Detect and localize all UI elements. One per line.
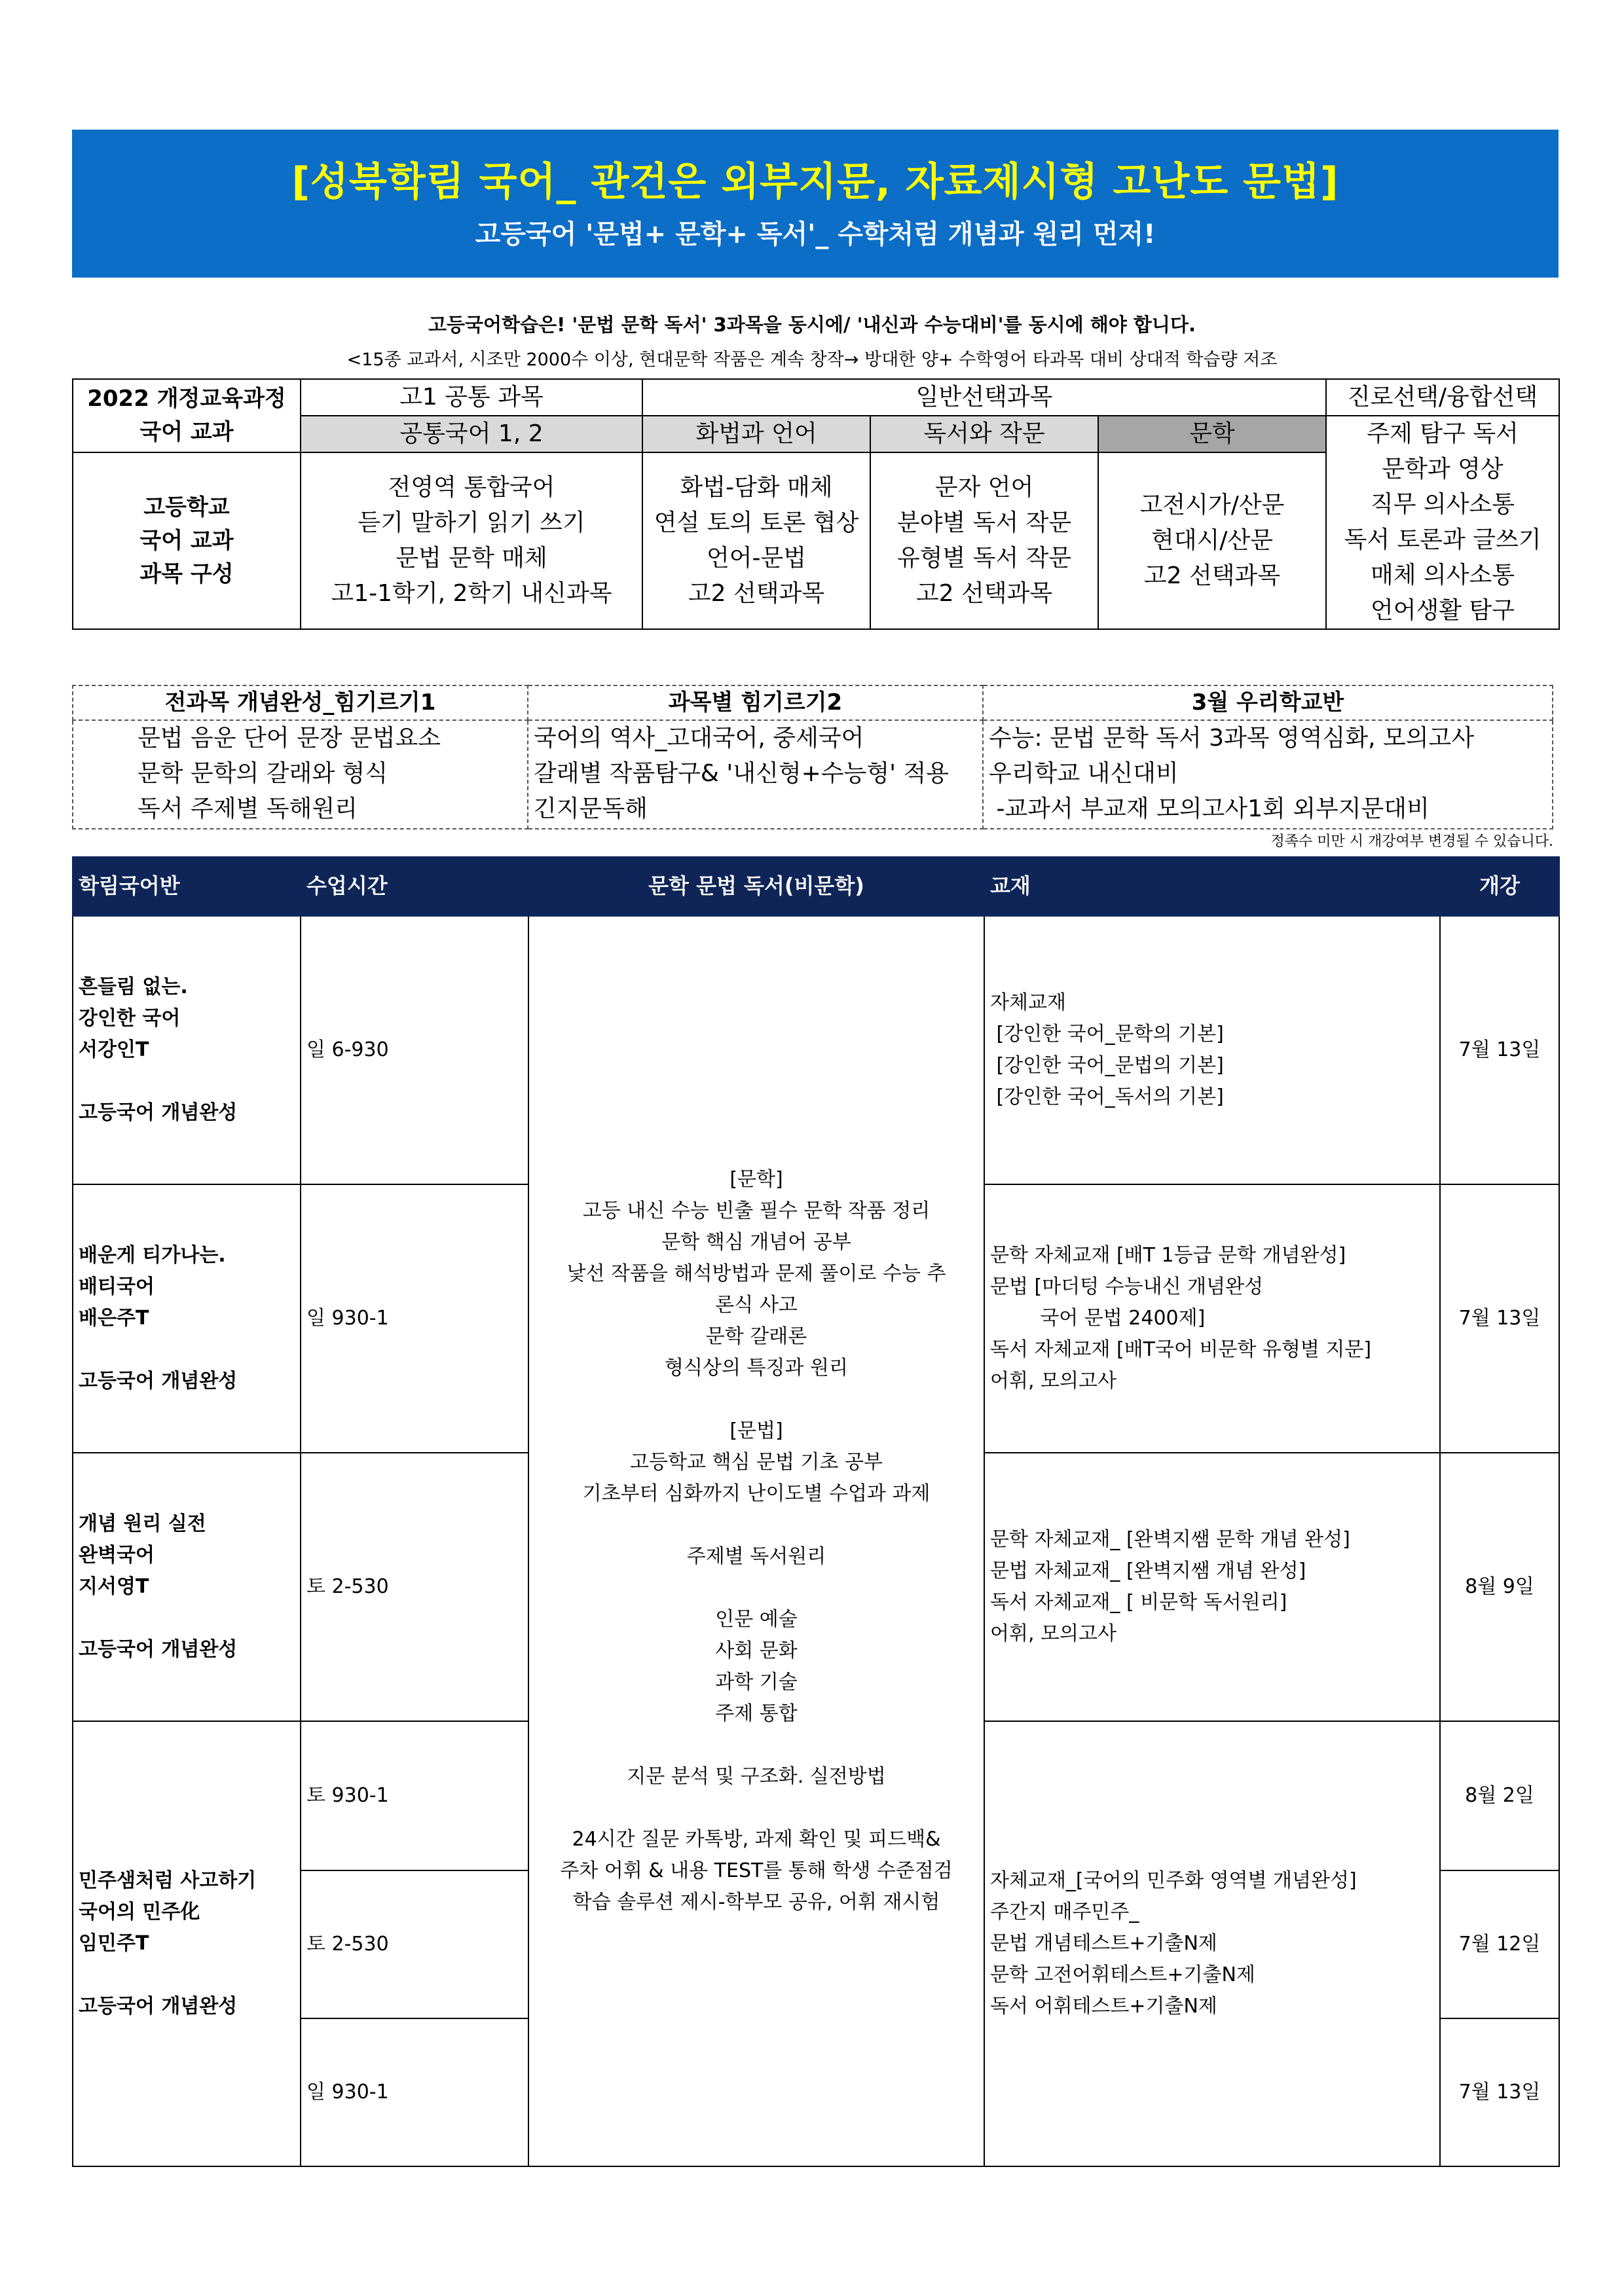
col-header-open-date: 개강 xyxy=(1440,857,1559,916)
textbook-list: 자체교재 [강인한 국어_문학의 기본] [강인한 국어_문법의 기본] [강인한 국어_독서의 기본] xyxy=(984,916,1440,1184)
literature-contents: 고전시가/산문 현대시/산문 고2 선택과목 xyxy=(1098,452,1326,629)
class-time: 토 2-530 xyxy=(301,1870,528,2018)
open-date: 7월 13일 xyxy=(1440,2018,1559,2166)
col-header-time: 수업시간 xyxy=(301,857,528,916)
prep-col-3: 수능: 문법 문학 독서 3과목 영역심화, 모의고사 우리학교 내신대비 -교과서 부교재 모의고사1회 외부지문대비 xyxy=(983,720,1553,829)
open-date: 7월 12일 xyxy=(1440,1870,1559,2018)
col-header-content: 문학 문법 독서(비문학) xyxy=(528,857,984,916)
subject-header-literature: 문학 xyxy=(1098,416,1326,452)
table-row xyxy=(73,916,1559,1184)
class-time: 일 930-1 xyxy=(301,1184,528,1453)
textbook-list: 문학 자체교재_ [완벽지쌤 문학 개념 완성] 문법 자체교재_ [완벽지쌤 개념 완성] 독서 자체교재_ [ 비문학 독서원리] 어휘, 모의고사 xyxy=(984,1453,1440,1721)
subject-header-common-korean: 공통국어 1, 2 xyxy=(301,416,642,452)
textbook-list: 자체교재_[국어의 민주화 영역별 개념완성] 주간지 매주민주_ 문법 개념테스트+기출N제 문학 고전어휘테스트+기출N제 독서 어휘테스트+기출N제 xyxy=(984,1721,1440,2166)
open-date: 8월 2일 xyxy=(1440,1721,1559,1870)
reading-writing-contents: 문자 언어 분야별 독서 작문 유형별 독서 작문 고2 선택과목 xyxy=(870,452,1098,629)
class-table xyxy=(72,856,1560,2167)
col-header-class: 학림국어반 xyxy=(73,857,301,916)
group-header-common: 고1 공통 과목 xyxy=(301,379,642,416)
open-date: 7월 13일 xyxy=(1440,1184,1559,1453)
class-time: 일 930-1 xyxy=(301,2018,528,2166)
speech-language-contents: 화법-담화 매체 연설 토의 토론 협상 언어-문법 고2 선택과목 xyxy=(642,452,870,629)
enrollment-note: 정족수 미만 시 개강여부 변경될 수 있습니다. xyxy=(1270,833,1553,850)
prep-table xyxy=(72,685,1553,829)
subject-header-reading-writing: 독서와 작문 xyxy=(870,416,1098,452)
title-banner xyxy=(72,130,1559,278)
textbook-list: 문학 자체교재 [배T 1등급 문학 개념완성] 문법 [마더텅 수능내신 개념완성 국어 문법 2400제] 독서 자체교재 [배T국어 비문학 유형별 지문] 어휘, 모의고사 xyxy=(984,1184,1440,1453)
curriculum-label-top: 2022 개정교육과정 국어 교과 xyxy=(73,379,301,452)
prep-col-1: 문법 음운 단어 문장 문법요소 문학 문학의 갈래와 형식 독서 주제별 독해원리 xyxy=(73,720,528,829)
page-title: [성북학림 국어_ 관건은 외부지문, 자료제시형 고난도 문법] xyxy=(291,159,1339,205)
group-header-career: 진로선택/융합선택 xyxy=(1326,379,1559,416)
curriculum-label-bottom: 고등학교 국어 교과 과목 구성 xyxy=(73,452,301,629)
group-header-general: 일반선택과목 xyxy=(642,379,1326,416)
prep-col-2: 국어의 역사_고대국어, 중세국어 갈래별 작품탐구& '내신형+수능형' 적용 긴지문독해 xyxy=(528,720,983,829)
curriculum-table xyxy=(72,378,1560,630)
subject-header-speech-language: 화법과 언어 xyxy=(642,416,870,452)
prep-header-1: 전과목 개념완성_힘기르기1 xyxy=(73,685,528,720)
page-subtitle: 고등국어 '문법+ 문학+ 독서'_ 수학처럼 개념과 원리 먼저! xyxy=(475,219,1156,249)
course-content: [문학] 고등 내신 수능 빈출 필수 문학 작품 정리 문학 핵심 개념어 공부 낯선 작품을 해석방법과 문제 풀이로 수능 추 론식 사고 문학 갈래론 형식상의 특징과 원리 [문법] 고등학교 핵심 문법 기초 공부 기초부터 심화까지 난이도별 수업과 과제 주제별 독서원리 인문 예술 사회 문화 과학 기술 주제 통합 지문 분석 및 구조화. 실전방법 24시간 질문 카톡방, 과제 확인 및 피드백& 주차 어휘 & 내용 TEST를 통해 학생 수준점검 학습 솔루션 제시-학부모 공유, 어휘 재시험 xyxy=(528,916,984,2166)
prep-header-3: 3월 우리학교반 xyxy=(983,685,1553,720)
prep-header-2: 과목별 힘기르기2 xyxy=(528,685,983,720)
class-name: 민주샘처럼 사고하기 국어의 민주化 임민주T 고등국어 개념완성 xyxy=(73,1721,301,2166)
class-name: 흔들림 없는. 강인한 국어 서강인T 고등국어 개념완성 xyxy=(73,916,301,1184)
class-time: 토 930-1 xyxy=(301,1721,528,1870)
intro-headline: 고등국어학습은! '문법 문학 독서' 3과목을 동시에/ '내신과 수능대비'를 동시에 해야 합니다. xyxy=(428,314,1196,336)
intro-note: <15종 교과서, 시조만 2000수 이상, 현대문학 작품은 계속 창작→ 방대한 양+ 수학영어 타과목 대비 상대적 학습량 저조 xyxy=(346,350,1278,370)
class-name: 개념 원리 실전 완벽국어 지서영T 고등국어 개념완성 xyxy=(73,1453,301,1721)
class-time: 토 2-530 xyxy=(301,1453,528,1721)
open-date: 8월 9일 xyxy=(1440,1453,1559,1721)
career-elective-list: 주제 탐구 독서 문학과 영상 직무 의사소통 독서 토론과 글쓰기 매체 의사소통 언어생활 탐구 xyxy=(1326,416,1559,629)
class-name: 배운게 티가나는. 배티국어 배은주T 고등국어 개념완성 xyxy=(73,1184,301,1453)
open-date: 7월 13일 xyxy=(1440,916,1559,1184)
class-time: 일 6-930 xyxy=(301,916,528,1184)
common-korean-contents: 전영역 통합국어 듣기 말하기 읽기 쓰기 문법 문학 매체 고1-1학기, 2학기 내신과목 xyxy=(301,452,642,629)
col-header-textbook: 교재 xyxy=(984,857,1440,916)
